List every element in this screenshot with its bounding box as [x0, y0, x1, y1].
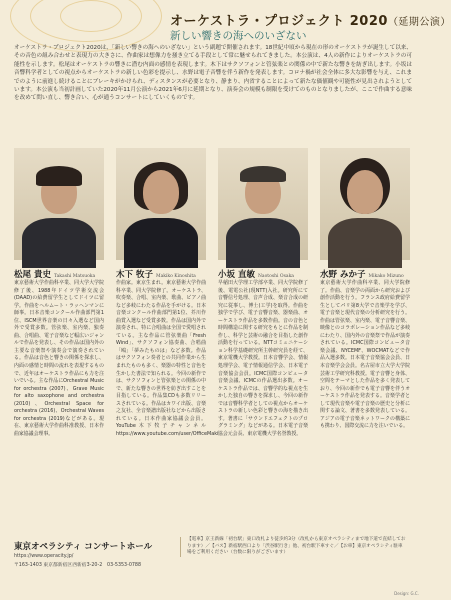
intro-text: オーケストラ・プロジェクト2020は、「新しい響きの海へのいざない」という副題で開催されます。18世紀中頃から現在の形のオーケストラが誕生して以来、その音色の組み合わせと表現力の大きさに、作曲家は想像力を掻き立てる手段として常に魅せられてきました。本公演は、4人の新作によりオーケストラの可能性を示します。松尾はオーケストラの響きに潜む内面の感情を表現します。木下はサクソフォンと管弦楽との関係の中で新たな響きを紡ぎ出します。小坂は音響科学者としての視点からオーケストラの新しい色彩を提示し、水野は電子音響を伴う新作を発表します。コロナ禍が社会全体に多大な影響を与え、これまでのように前進し続けることにブレーキがかけられ、ディスタンスが必要となり、静まり、内省することによって新たな価値観や可能性が見出されようとしています。本公演も当初計画していた2020年11月公演から2021年6月に延期となり、演奏会の規模も制限を受けてのものとなりましたが、ここで作曲する意味を改めて問い直し、響き合い、心が通うコンサートにしていくものです。 — [14, 45, 412, 102]
portrait-kinoshita — [116, 148, 206, 260]
portrait-osaka — [218, 148, 308, 260]
composer-bio: 東京藝術大学作曲科卒業、同大学院修了。作曲、音楽学の両面から研究および創作活動を行う。フランス政府給費留学生としてパリ第8大学で音楽学を学び、電子音楽と現代音楽の分析研究を行う。作曲は管弦楽、室内楽、電子音響音楽、映像とのコラボレーション作品など多岐にわたり、国内外の音楽祭で作品が演奏されている。ICMC国際コンピュータ音楽会議、NYCEMF、WOCMATなどで作品入選多数。日本電子音楽協会会員、日本音楽学会会員。名古屋市立大学大学院芸術工学研究科教授。電子音響と身体、空間をテーマとした作品を多く発表しており、今回の新作でも電子音響を伴うオーケストラ作品を発表する。音楽学者として現代音楽や電子音楽の歴史と分析に関する論文、著書を多数発表している。アジアの電子音楽ネットワークの構築にも携わり、国際交流に力を注いでいる。 — [320, 280, 410, 430]
composer-name: 水野 みか子 Mikako Mizuno — [320, 270, 404, 280]
composer-name: 松尾 貴史 Takashi Matsuoka — [14, 270, 96, 280]
page-subtitle: 新しい響きの海へのいざない — [170, 30, 307, 42]
portrait-matsuoka — [14, 148, 104, 260]
composer-bio: 作曲家。東京生まれ。東京藝術大学作曲科卒業、同大学院修了。オーケストラ、吹奏楽、合唱、室内楽、歌曲、ピアノ曲など多岐にわたる作品を手がける。日本音楽コンクール作曲部門第1位、芥川作曲賞入選など受賞多数。作品は国内外で演奏され、特に合唱曲は全国で愛唱されている。主な作品に管弦楽曲「Fresh Wind」、サクソフォン協奏曲、合唱曲「鴎」「夢みたものは」など多数。作品はサクソフォン奏者との共同作業から生まれたものも多く、楽器の特性と音色を生かした書法で知られる。今回の新作では、サクソフォンと管弦楽との関係の中で、新たな響きの世界を紡ぎ出すことを目指している。作品集CDも多数リリースされている。作品はカワイ出版、音楽之友社、全音楽譜出版社などから出版されている。日本作曲家協議会会員。YouTube木下牧子チャンネル https://www.youtube.com/user/OfficeMaki — [116, 280, 219, 437]
composer-names — [14, 262, 412, 280]
composer-name: 木下 牧子 Makiko Kinoshita — [116, 270, 196, 280]
venue-name: 東京オペラシティ コンサートホール — [14, 542, 153, 552]
composer-bio: 東京藝術大学作曲科卒業、同大学大学院修了後、1988年ドイツ学術交流会(DAAD)の給費留学生としてドイツに留学。作曲をヘルムート・ラッヘンマンに師事。日本音楽コンクール作曲部門第1位、ISCM世界音楽の日々入選など国内外で受賞多数。管弦楽、室内楽、独奏曲、合唱曲、電子音楽など幅広いジャンルで作品を発表し、その作品は国内外の主要な音楽祭や演奏会で演奏されている。作品は音色と響きの関係を探求し、内面の感情と時間の流れを表現するもので、近年はオーケストラ作品にも力を注いでいる。主な作品にOrchestral Music for orchestra (2007)、Grave Music for alto saxophone and orchestra (2010)、Orchestral Space for orchestra (2016)、Orchestral Waves for orchestra (2019)などがある。現在、東京藝術大学作曲科准教授、日本作曲家協議会理事。 — [14, 280, 104, 437]
design-credit: Design: G.C. — [394, 591, 419, 596]
composer-name: 小坂 直敏 Naotoshi Osaka — [218, 270, 294, 280]
access-notes: 【電車】京王新線「初台駅」東口改札より徒歩約3分（改札から東京オペラシティまで地下道で直結しております）／【バス】新宿駅西口より「渋谷駅行き」他、初台駅下車すぐ／【お車】東京オペラシティ駐車場をご利用ください（台数に限りがございます） — [180, 537, 407, 557]
composer-portraits — [14, 148, 412, 260]
venue-address: 〒163-1403 東京都新宿区西新宿3-20-2 03-5353-0788 — [14, 563, 142, 568]
venue-block — [14, 540, 164, 568]
venue-url[interactable]: https://www.operacity.jp/ — [14, 554, 74, 559]
decorative-ring — [60, 0, 122, 32]
page-title: オーケストラ・プロジェクト 2020（延期公演） — [170, 14, 451, 29]
composer-bio: 早稲田大学理工学部卒業、同大学院修了後、電電公社(現NTT)入社。研究所にて音響信号処理、音声合成、楽音合成の研究に従事し、博士(工学)を取得。作曲を独学で学び、電子音響音楽、器楽曲、オーケストラ作品を多数作曲。音の音色と時間構造に関する研究をもとに作品を制作し、科学と芸術の融合を目指した創作活動を行っている。NTTコミュニケーション科学基礎研究所主幹研究員を経て、東京電機大学教授。日本音響学会、情報処理学会、電子情報通信学会、日本電子音楽協会会員。ICMC国際コンピュータ音楽会議、ICMCの作品選出多数。オーケストラ作品では、音響学的な視点を生かした独自の響きを探求し、今回の新作では音響科学者としての視点からオーケストラの新しい色彩と響きの海を描き出す。著書に「サウンドエフェクトのプログラミング」などがある。日本電子音楽協会元会長、東京電機大学名誉教授。 — [218, 280, 308, 437]
portrait-mizuno — [320, 148, 410, 260]
